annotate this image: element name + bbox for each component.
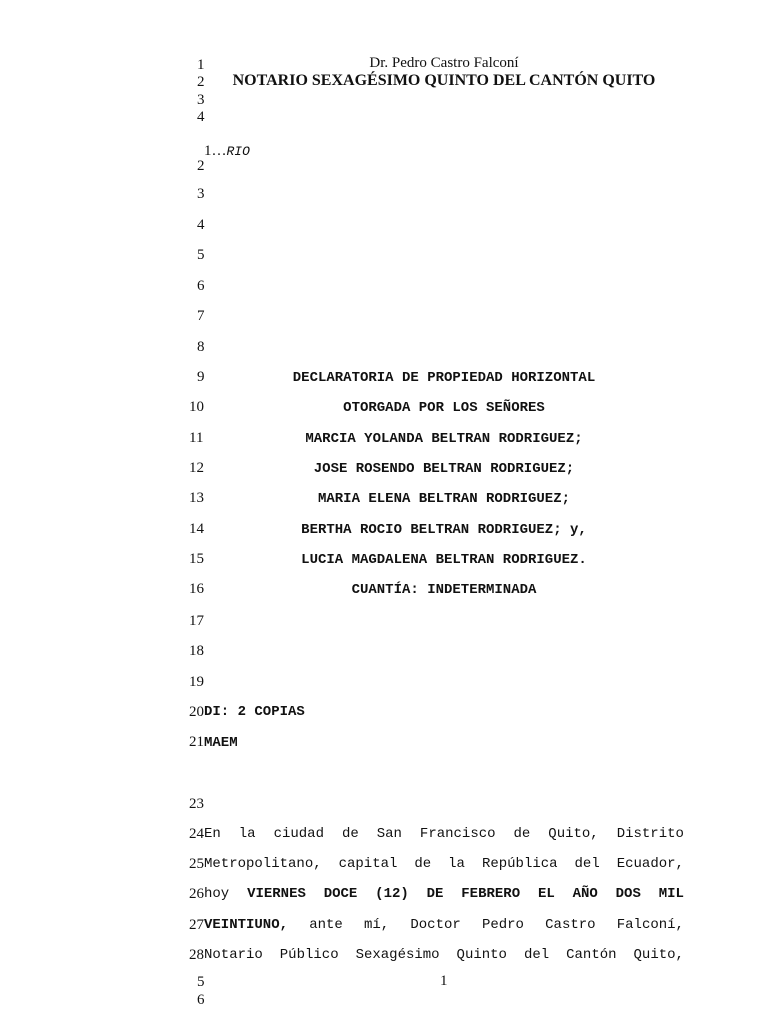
initials: MAEM (204, 735, 238, 751)
line-number: 11 (189, 430, 204, 446)
word: (12) (375, 886, 409, 902)
line-number: 6 (197, 278, 205, 294)
word: hoy (204, 886, 230, 902)
line-number: 4 (197, 217, 205, 233)
word: de (341, 826, 359, 842)
word: Francisco (419, 826, 496, 842)
line-number: 10 (189, 399, 204, 415)
word: Quinto (456, 947, 507, 963)
body-line (204, 855, 684, 873)
word: Metropolitano, (204, 856, 322, 872)
word: EL (537, 886, 555, 902)
title-line: OTORGADA POR LOS SEÑORES (343, 400, 545, 416)
line-number: 13 (189, 490, 204, 506)
word: VEINTIUNO, (204, 917, 289, 933)
line-number: 14 (189, 521, 204, 537)
word: la (448, 856, 465, 872)
word: Castro (545, 917, 596, 933)
rio-text: RIO (226, 144, 250, 159)
word: Pedro (481, 917, 524, 933)
line-number: 26 (189, 886, 204, 902)
line-number: 25 (189, 856, 204, 872)
line-number: 27 (189, 917, 204, 933)
word: DOS (615, 886, 641, 902)
header-line-number: 1 (197, 57, 205, 73)
line-number: 8 (197, 339, 205, 355)
title-line: DECLARATORIA DE PROPIEDAD HORIZONTAL (292, 370, 596, 386)
word: de (513, 826, 531, 842)
title-line: MARIA ELENA BELTRAN RODRIGUEZ; (317, 491, 571, 507)
word: Distrito (616, 826, 684, 842)
word: de (414, 856, 432, 872)
word: Sexagésimo (355, 947, 440, 963)
line-number: 17 (189, 613, 204, 629)
word: VIERNES (247, 886, 306, 902)
word: del (574, 856, 600, 872)
notary-name: Dr. Pedro Castro Falconí (369, 55, 519, 71)
line-number: 21 (189, 734, 204, 750)
title-line: LUCIA MAGDALENA BELTRAN RODRIGUEZ. (301, 552, 587, 568)
line-number: 12 (189, 460, 204, 476)
word: Público (279, 947, 339, 963)
word: San (376, 826, 402, 842)
line-number: 5 (197, 247, 205, 263)
word: ciudad (273, 826, 324, 842)
notary-title: NOTARIO SEXAGÉSIMO QUINTO DEL CANTÓN QUITO (232, 72, 656, 89)
header-line-number: 3 (197, 92, 205, 108)
word: capital (338, 856, 398, 872)
rio-line (196, 124, 250, 160)
line-number: 15 (189, 551, 204, 567)
word: Ecuador, (616, 856, 684, 872)
line-number: 24 (189, 826, 204, 842)
word: Cantón (566, 947, 617, 963)
rio-prefix: 1… (204, 143, 227, 159)
title-line: JOSE ROSENDO BELTRAN RODRIGUEZ; (313, 461, 575, 477)
body-line (204, 916, 684, 934)
title-line: BERTHA ROCIO BELTRAN RODRIGUEZ; y, (301, 522, 587, 538)
line-number: 16 (189, 581, 204, 597)
word: Notario (204, 947, 263, 963)
body-line (204, 885, 684, 903)
word: MIL (658, 886, 684, 902)
line-number: 7 (197, 308, 205, 324)
footer-line-number: 5 (197, 974, 205, 990)
title-line: MARCIA YOLANDA BELTRAN RODRIGUEZ; (305, 431, 583, 447)
word: mí, (363, 917, 390, 933)
word: la (238, 826, 256, 842)
word: Quito, (633, 947, 684, 963)
line-number: 28 (189, 947, 204, 963)
word: DOCE (323, 886, 358, 902)
copies-note: DI: 2 COPIAS (204, 704, 305, 720)
line-number: 19 (189, 674, 204, 690)
line-number: 23 (189, 796, 204, 812)
word: AÑO (572, 886, 598, 902)
line-number: 3 (197, 186, 205, 202)
word: del (523, 947, 550, 963)
word: ante (309, 917, 343, 933)
word: DE (426, 886, 444, 902)
line-number: 18 (189, 643, 204, 659)
body-line (204, 825, 684, 843)
word: En (204, 826, 221, 842)
word: República (481, 856, 558, 872)
line-number: 2 (197, 158, 205, 174)
title-line: CUANTÍA: INDETERMINADA (351, 582, 537, 598)
line-number: 20 (189, 704, 204, 720)
line-number: 9 (197, 369, 205, 385)
word: Falconí, (616, 917, 684, 933)
header-line-number: 2 (197, 74, 205, 90)
footer-line-number: 6 (197, 992, 205, 1008)
word: Quito, (548, 826, 599, 842)
body-line (204, 946, 684, 964)
header-line-number: 4 (197, 109, 205, 125)
word: Doctor (410, 917, 461, 933)
page-number: 1 (440, 973, 448, 989)
word: FEBRERO (461, 886, 521, 902)
